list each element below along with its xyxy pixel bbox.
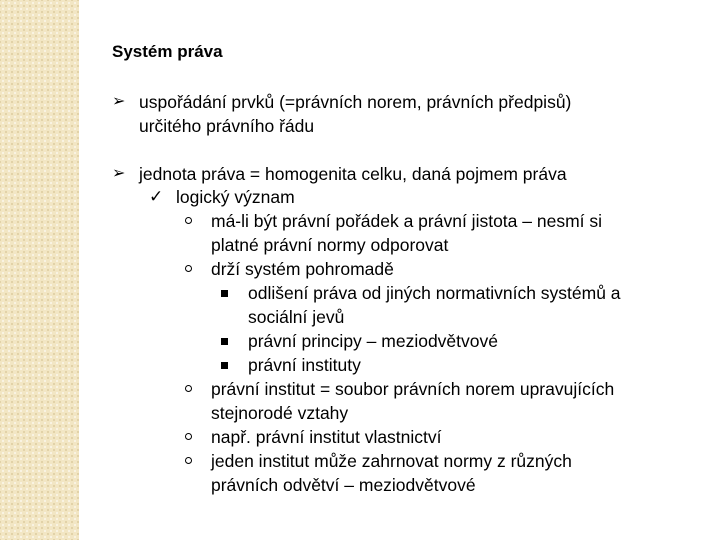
level4-bullet-text: právní principy – meziodvětvové bbox=[248, 331, 498, 351]
checkmark-bullet-icon: ✓ bbox=[149, 187, 164, 206]
sub-sub-bullet-text: stejnorodé vztahy bbox=[211, 403, 349, 423]
sub-sub-bullet-text: právních odvětví – meziodvětvové bbox=[211, 475, 476, 495]
sub-sub-bullet-text: jeden institut může zahrnovat normy z různých bbox=[211, 451, 572, 471]
sub-sub-bullet-text: platné právní normy odporovat bbox=[211, 235, 449, 255]
circle-bullet-icon bbox=[185, 217, 192, 224]
circle-bullet-icon bbox=[185, 385, 192, 392]
square-bullet-icon bbox=[221, 290, 228, 297]
bullet-text: určitého právního řádu bbox=[139, 116, 315, 136]
circle-bullet-icon bbox=[185, 265, 192, 272]
sub-bullet-text: logický význam bbox=[176, 187, 295, 207]
square-bullet-icon bbox=[221, 362, 228, 369]
sub-sub-bullet-text: právní institut = soubor právních norem upravujících bbox=[211, 379, 615, 399]
sub-sub-bullet-text: drží systém pohromadě bbox=[211, 259, 394, 279]
level4-bullet-text: sociální jevů bbox=[248, 307, 345, 327]
sub-sub-bullet-text: např. právní institut vlastnictví bbox=[211, 427, 442, 447]
square-bullet-icon bbox=[221, 338, 228, 345]
page-title: Systém práva bbox=[112, 42, 223, 61]
sub-sub-bullet-text: má-li být právní pořádek a právní jistota – nesmí si bbox=[211, 211, 603, 231]
arrow-bullet-icon: ➢ bbox=[112, 93, 126, 110]
bullet-text: jednota práva = homogenita celku, daná pojmem práva bbox=[139, 164, 567, 184]
arrow-bullet-icon: ➢ bbox=[112, 165, 126, 182]
circle-bullet-icon bbox=[185, 457, 192, 464]
level4-bullet-text: právní instituty bbox=[248, 355, 361, 375]
level4-bullet-text: odlišení práva od jiných normativních systémů a bbox=[248, 283, 621, 303]
circle-bullet-icon bbox=[185, 433, 192, 440]
bullet-text: uspořádání prvků (=právních norem, právních předpisů) bbox=[139, 92, 572, 112]
